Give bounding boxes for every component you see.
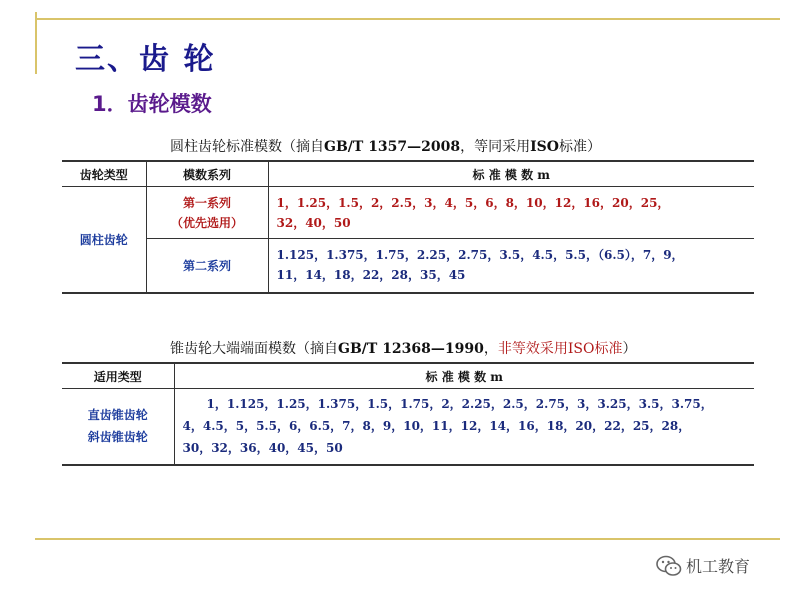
bevel-type-line2: 斜齿锥齿轮: [87, 430, 148, 445]
table1-caption: [170, 136, 601, 156]
decor-bottom-line: [35, 538, 780, 540]
table1-caption-mid: ，等同采用: [460, 139, 531, 155]
table1-caption-suffix: 标准）: [558, 139, 601, 155]
table2-header-modules: 标 准 模 数 m: [174, 363, 754, 389]
table1-series2-values: [268, 239, 754, 293]
series1-values-line2: 32，40，50: [276, 215, 351, 230]
slide-subtitle: 1．齿轮模数: [92, 92, 212, 116]
table1-header-gear-type: 齿轮类型: [62, 161, 146, 187]
slide-title: 三、齿 轮: [75, 42, 216, 77]
bevel-type-line1: 直齿锥齿轮: [87, 408, 148, 423]
decor-vertical-line: [35, 12, 37, 74]
table2-caption-suffix: ）: [622, 341, 637, 357]
bevel-values-line1: 1，1.125，1.25，1.375，1.5，1.75，2，2.25，2.5，2.75，3，3.25，3.5，3.75，: [206, 397, 713, 412]
series2-values-line2: 11，14，18，22，28，35，45: [276, 268, 466, 283]
watermark: [656, 554, 750, 577]
table2-caption-mid: ，: [483, 341, 498, 357]
table2-caption-prefix: 锥齿轮大端端面模数（摘自: [170, 341, 338, 357]
cylindrical-gear-module-table: [62, 160, 754, 294]
decor-top-line: [35, 18, 780, 20]
table1-series1-values: [268, 187, 754, 239]
table1-caption-std: GB/T 1357—2008: [324, 139, 461, 155]
series1-note: （优先选用）: [170, 215, 243, 230]
table1-series1-cell: [146, 187, 268, 239]
bevel-values-line3: 30，32，36，40，45，50: [182, 441, 343, 456]
table2-type-cell: [62, 389, 174, 465]
series2-values-line1: 1.125，1.375，1.75，2.25，2.75，3.5，4.5，5.5，（6.5），7，9，: [276, 248, 684, 263]
table1-caption-iso: ISO: [530, 139, 559, 155]
table1-caption-prefix: 圆柱齿轮标准模数（摘自: [170, 139, 324, 155]
watermark-text: 机工教育: [686, 557, 751, 576]
table1-gear-type-cell: 圆柱齿轮: [62, 187, 146, 293]
table1-header-series: 模数系列: [146, 161, 268, 187]
table2-header-type: 适用类型: [62, 363, 174, 389]
table1-row-series2: [62, 239, 754, 293]
table2-caption-std: GB/T 12368—1990: [338, 341, 484, 357]
table2-caption-red: 非等效采用ISO标准: [497, 341, 623, 357]
table2-caption: [170, 338, 636, 358]
bevel-gear-module-table: [62, 362, 754, 466]
table1-row-series1: [62, 187, 754, 239]
table2-values: [174, 389, 754, 465]
table1-header-modules: 标 准 模 数 m: [268, 161, 754, 187]
wechat-icon: [656, 555, 682, 577]
series2-label: 第二系列: [146, 239, 268, 293]
bevel-values-line2: 4，4.5，5，5.5，6，6.5，7，8，9，10，11，12，14，16，18，20，22，25，28，: [182, 419, 691, 434]
series1-values-line1: 1，1.25，1.5，2，2.5，3，4，5，6，8，10，12，16，20，25，: [276, 195, 670, 210]
series1-label: 第一系列: [182, 195, 231, 210]
table1-header-row: [62, 161, 754, 187]
table2-header-row: [62, 363, 754, 389]
table2-row: [62, 389, 754, 465]
